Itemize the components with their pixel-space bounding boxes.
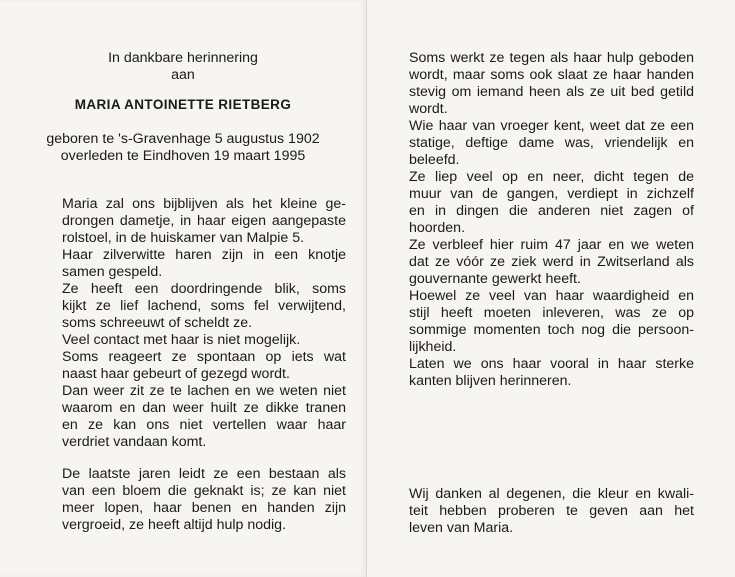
text-line: verdriet vandaan komt. (62, 434, 207, 450)
text-line: hoorden. (409, 220, 466, 236)
text-line: dat ze vóór ze ziek werd in Zwitserland als (409, 254, 694, 270)
birth-line: geboren te 's-Gravenhage 5 augustus 1902 (46, 131, 320, 147)
header-line-2: aan (171, 67, 195, 83)
text-line: kanten blijven herinneren. (409, 373, 572, 389)
text-line: Ze liep veel op en neer, dicht tegen de (409, 169, 694, 185)
text-line: rolstoel, in de huiskamer van Malpie 5. (62, 230, 305, 246)
text-line: gouvernante gewerkt heeft. (409, 271, 581, 287)
death-line: overleden te Eindhoven 19 maart 1995 (60, 148, 306, 164)
text-line: samen gespeld. (62, 264, 163, 280)
text-line: naast haar gebeurt of gezegd wordt. (62, 366, 290, 382)
right-page (367, 0, 735, 577)
text-line: meer lopen, haar benen en handen zijn (62, 500, 346, 516)
text-line: en ze kan ons niet vertellen waar haar (62, 417, 346, 433)
text-line: Maria zal ons bijblijven als het kleine ge- (62, 196, 346, 212)
text-line: Veel contact met haar is niet mogelijk. (62, 332, 301, 348)
right-paragraph-1 (409, 50, 694, 390)
text-line: sommige momenten toch nog die persoon- (409, 322, 694, 338)
text-line: stevig om iemand heen als ze uit bed getild (409, 84, 694, 100)
text-line: Wij danken al degenen, die kleur en kwali- (409, 486, 694, 502)
left-paragraph-2 (62, 466, 346, 534)
text-line: Haar zilverwitte haren zijn in een knotje (62, 247, 346, 263)
left-page (0, 0, 367, 577)
text-line: statige, deftige dame was, vriendelijk en (409, 135, 694, 151)
text-line: van een bloem die geknakt is; ze kan niet (62, 483, 346, 499)
text-line: Soms reageert ze spontaan op iets wat (62, 349, 346, 365)
text-line: lijkheid. (409, 339, 457, 355)
text-line: De laatste jaren leidt ze een bestaan als (62, 466, 346, 482)
text-line: en in dingen die anderen niet zagen of (409, 203, 694, 219)
text-line: muur van de gangen, verdiept in zichzelf (409, 186, 694, 202)
text-line: Ze heeft een doordringende blik, soms (62, 281, 346, 297)
text-line: drongen dametje, in haar eigen aangepaste (62, 213, 346, 229)
text-line: Wie haar van vroeger kent, weet dat ze een (409, 118, 694, 134)
text-line: Soms werkt ze tegen als haar hulp geboden (409, 50, 694, 66)
text-line: stijl heeft moeten inleveren, was ze op (409, 305, 694, 321)
header-line-1: In dankbare herinnering (108, 50, 258, 66)
text-line: wordt. (409, 101, 448, 117)
text-line: vergroeid, ze heeft altijd hulp nodig. (62, 517, 286, 533)
text-line: leven van Maria. (409, 520, 514, 536)
text-line: kijkt ze lief lachend, soms fel verwijtend, (62, 298, 346, 314)
text-line: wordt, maar soms ook slaat ze haar handen (409, 67, 694, 83)
text-line: Hoewel ze veel van haar waardigheid en (409, 288, 694, 304)
text-line: Dan weer zit ze te lachen en we weten niet (62, 383, 346, 399)
left-paragraph-1 (62, 196, 346, 451)
text-line: Ze verbleef hier ruim 47 jaar en we weten (409, 237, 694, 253)
text-line: soms schreeuwt of scheldt ze. (62, 315, 253, 331)
right-paragraph-2 (409, 486, 694, 537)
text-line: Laten we ons haar vooral in haar sterke (409, 356, 694, 372)
text-line: waarom en dan weer huilt ze dikke tranen (62, 400, 346, 416)
text-line: beleefd. (409, 152, 460, 168)
deceased-name: MARIA ANTOINETTE RIETBERG (74, 97, 292, 112)
text-line: teit hebben proberen te geven aan het (409, 503, 694, 519)
